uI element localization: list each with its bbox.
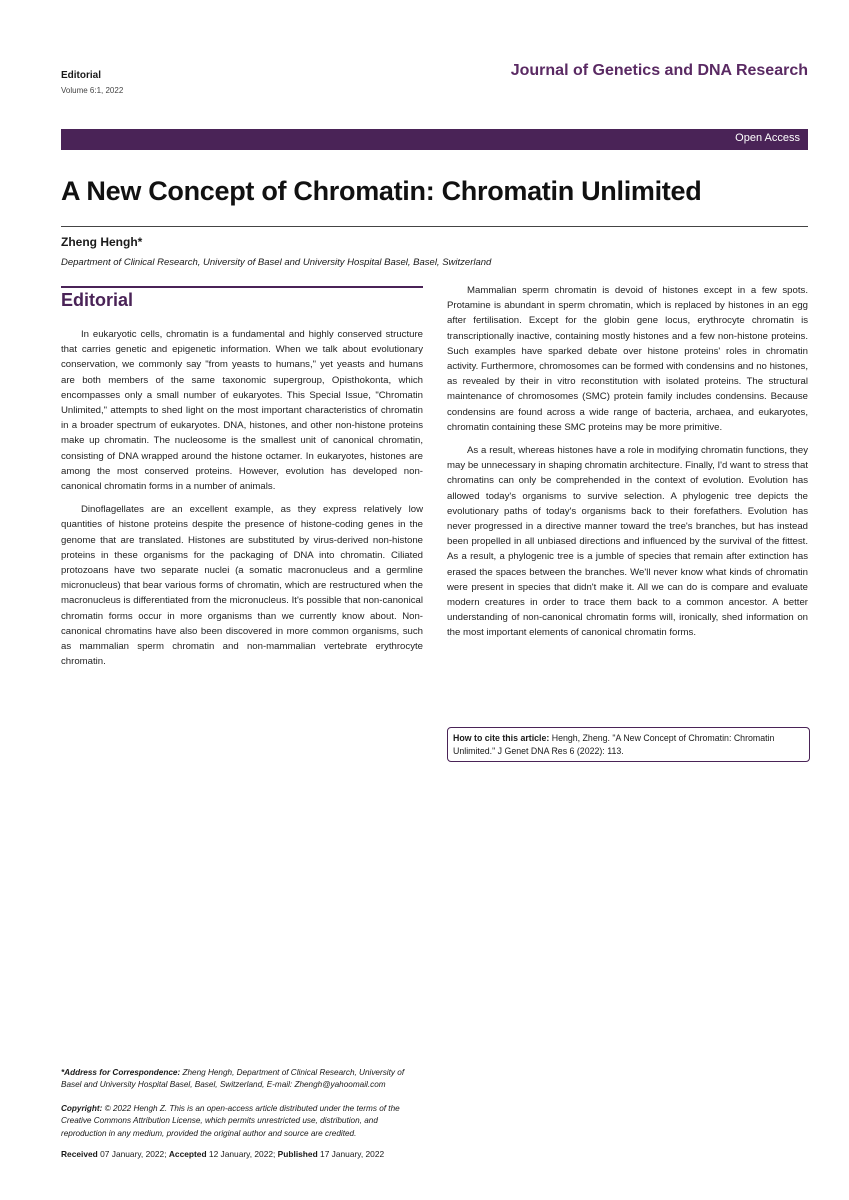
correspondence-note [61, 1067, 423, 1092]
correspondence-label: *Address for Correspondence: [61, 1068, 181, 1077]
published-date: 17 January, 2022 [317, 1149, 385, 1159]
volume-label: Volume 6:1, 2022 [61, 86, 124, 95]
citation-text: Hengh, Zheng. "A New Concept of Chromatin: Chromatin Unlimited." J Genet DNA Res 6 (2022): 113. [453, 733, 775, 756]
body-paragraph: As a result, whereas histones have a role in modifying chromatin functions, they may be unnecessary in shaping chromatin architecture. Finally, I'd want to stress that chromatins can only be comprehended in the context of evolution. Evolution has allowed today's organisms to survive selection. A phylogenic tree depicts the evolutionary paths of today's organisms back to their forefathers. Evolution has never progressed in a directive manner toward the tree's branches, but has instead been propelled in all unbiased directions and influenced by the survival of the fittest. As a result, a phylogenic tree is a jumble of species that remain after extinction has erased the spaces between the branches. We'll never know what kinds of chromatin were present in species that didn't make it. All we can do is compare and evaluate modern creatures in order to trace them back to a common ancestor. A better understanding of non-canonical chromatin forms will, ironically, shed information on the most important elements of canonical chromatin forms. [447, 445, 808, 639]
left-column [61, 327, 423, 677]
author-affiliation: Department of Clinical Research, University of Basel and University Hospital Basel, Basel, Switzerland [61, 257, 492, 268]
open-access-label: Open Access [735, 132, 800, 144]
accepted-label: Accepted [168, 1149, 207, 1159]
article-title: A New Concept of Chromatin: Chromatin Unlimited [61, 176, 702, 206]
section-divider [61, 286, 423, 288]
title-divider [61, 226, 808, 227]
open-access-bar [61, 129, 808, 150]
section-heading: Editorial [61, 290, 134, 310]
article-type-label: Editorial [61, 70, 102, 81]
received-date: 07 January, 2022; [97, 1149, 169, 1159]
journal-title: Journal of Genetics and DNA Research [510, 62, 808, 79]
copyright-label: Copyright: [61, 1104, 103, 1113]
body-paragraph: Dinoflagellates are an excellent example, as they express relatively low quantities of histone proteins despite the presence of histone-coding genes in the genome that are translated. Histones are substituted by virus-derived non-histone proteins in these organisms for the packaging of DNA into chromatin. Ciliated protozoans have two separate nuclei (a somatic macronucleus and a germline micronucleus) that bear various forms of chromatin, which are restructured when the macronucleus is differentiated from the micronucleus. It's possible that non-canonical chromatin forms occur in more organisms than we currently know about. Non-canonical chromatins have also been discovered in more common organisms, such as mammalian sperm chromatin and non-mammalian vertebrate erythrocyte chromatin. [61, 504, 423, 668]
correspondence-text: Zheng Hengh, Department of Clinical Research, University of Basel and University Hospital Basel, Basel, Switzerland, E-mail: Zhengh@yahoomail.com [61, 1068, 405, 1090]
author-name: Zheng Hengh* [61, 235, 143, 249]
publication-dates [61, 1149, 441, 1159]
published-label: Published [277, 1149, 318, 1159]
body-paragraph: In eukaryotic cells, chromatin is a fundamental and highly conserved structure that carries genetic and epigenetic information. When we talk about evolutionary conservation, we commonly say "from yeasts to humans," yet yeasts and humans are both members of the same taxonomic supergroup, Opisthokonta, which encompasses only a small number of eukaryotes. This Special Issue, "Chromatin Unlimited," attempts to shed light on the most important characteristics of chromatin in a broader spectrum of eukaryotes. DNA, histones, and other non-histone proteins make up chromatin. The nucleosome is the smallest unit of canonical chromatin, consisting of DNA wrapped around the histone octamer. In eukaryotes, histones are among the most conserved proteins. However, evolution has developed non-canonical chromatin forms in a number of animals. [61, 329, 423, 493]
citation-label: How to cite this article: [453, 733, 550, 743]
copyright-text: © 2022 Hengh Z. This is an open-access article distributed under the terms of the Creative Commons Attribution License, which permits unrestricted use, distribution, and reproduction in any medium, provided the original author and source are credited. [61, 1104, 400, 1138]
body-paragraph: Mammalian sperm chromatin is devoid of histones except in a few spots. Protamine is abundant in sperm chromatin, which is replaced by histones in an egg after fertilisation. Except for the globin gene locus, erythrocyte chromatin is transcriptionally inactive, containing mostly histones and a few non-histone proteins. Such examples have sparked debate over histone proteins' roles in chromatin activity. Furthermore, chromosomes can be formed with condensins and no histones, as revealed by their in vitro reconstitution with isolated proteins. The structural maintenance of chromosomes (SMC) protein family includes condensins. Because condensins are found across a wide range of bacteria, archaea, and eukaryotes, chromatin containing these SMC proteins may be more primitive. [447, 285, 808, 433]
accepted-date: 12 January, 2022; [206, 1149, 278, 1159]
citation-box [447, 727, 810, 762]
received-label: Received [61, 1149, 98, 1159]
right-column [447, 283, 808, 649]
copyright-note [61, 1103, 423, 1140]
